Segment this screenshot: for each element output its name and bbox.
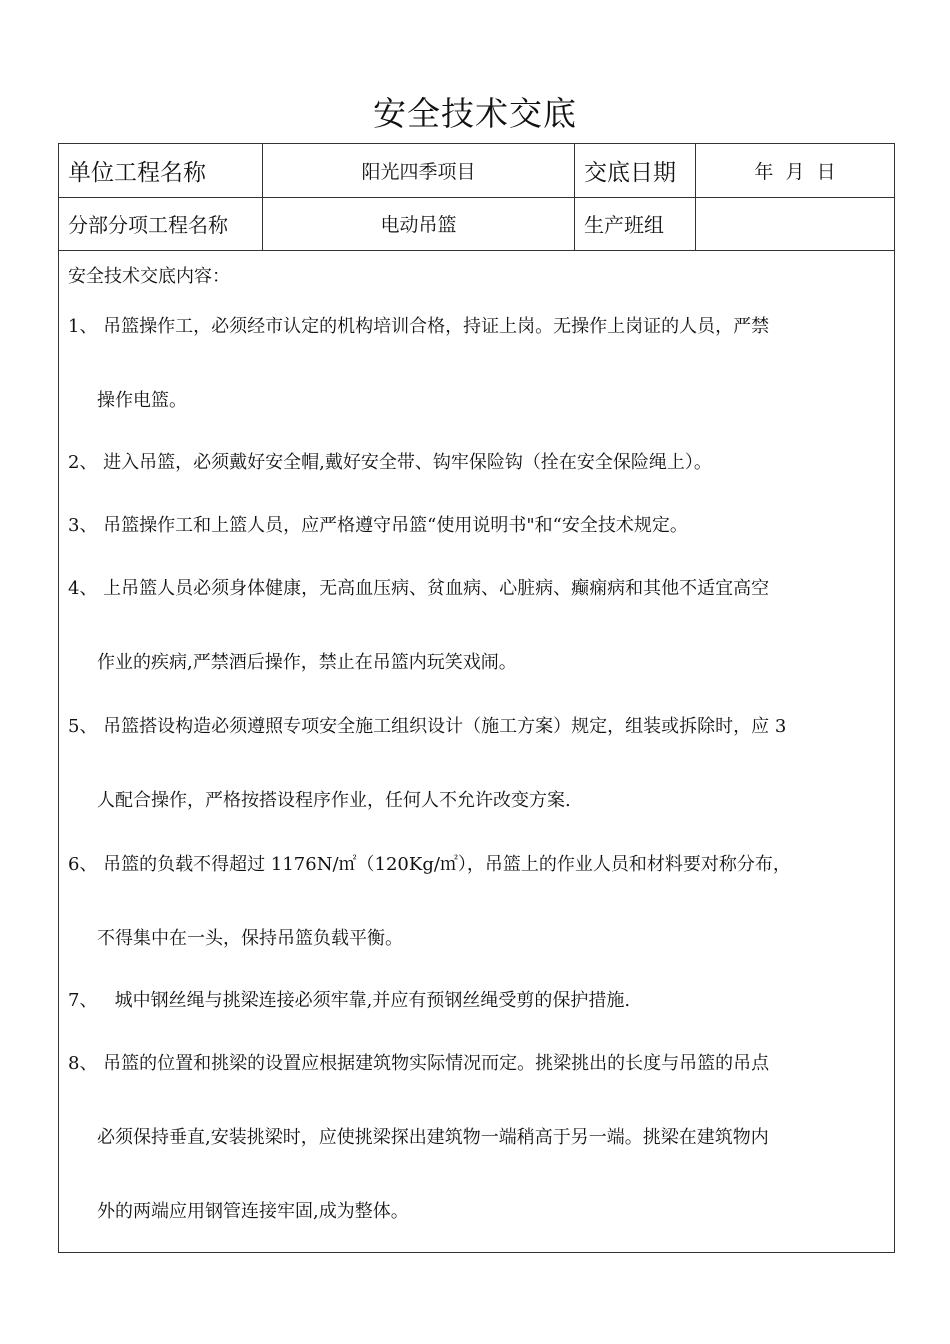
item-8-line-1: 8、 吊篮的位置和挑梁的设置应根据建筑物实际情况而定。挑梁挑出的长度与吊篮的吊点 <box>68 1053 770 1074</box>
item-1-line-2: 操作电篮。 <box>97 390 187 411</box>
unit-project-label: 单位工程名称 <box>68 160 206 186</box>
sub-project-label: 分部分项工程名称 <box>68 213 228 237</box>
briefing-date-value: 年 月 日 <box>754 161 836 183</box>
col-divider-2 <box>574 144 575 250</box>
item-8-line-2: 必须保持垂直,安装挑梁时，应使挑梁探出建筑物一端稍高于另一端。挑梁在建筑物内 <box>97 1127 769 1148</box>
item-6-line-2: 不得集中在一头，保持吊篮负载平衡。 <box>97 928 403 949</box>
document-title: 安全技术交底 <box>373 94 577 133</box>
briefing-date-label: 交底日期 <box>584 160 676 186</box>
item-7-line-1: 7、 城中钢丝绳与挑梁连接必须牢靠,并应有预钢丝绳受剪的保护措施. <box>68 990 631 1011</box>
content-heading: 安全技术交底内容： <box>68 266 230 287</box>
row-divider-2 <box>59 250 894 251</box>
item-6-line-1: 6、 吊篮的负载不得超过 1176N/㎡（120Kg/㎡），吊篮上的作业人员和材料要对称分布， <box>68 854 791 875</box>
item-1-line-1: 1、 吊篮操作工，必须经市认定的机构培训合格，持证上岗。无操作上岗证的人员，严禁 <box>68 316 770 337</box>
safety-briefing-form <box>58 143 895 1253</box>
production-team-value <box>696 197 894 250</box>
item-2-line-1: 2、 进入吊篮，必须戴好安全帽,戴好安全带、钩牢保险钩（拴在安全保险绳上）。 <box>68 452 712 473</box>
unit-project-value: 阳光四季项目 <box>361 161 476 183</box>
item-5-line-2: 人配合操作，严格按搭设程序作业，任何人不允许改变方案. <box>97 790 571 811</box>
production-team-label: 生产班组 <box>584 213 664 237</box>
item-8-line-3: 外的两端应用钢管连接牢固,成为整体。 <box>97 1201 409 1222</box>
item-4-line-1: 4、 上吊篮人员必须身体健康，无高血压病、贫血病、心脏病、癫痫病和其他不适宜高空 <box>68 578 770 599</box>
sub-project-value: 电动吊篮 <box>380 214 457 236</box>
item-4-line-2: 作业的疾病,严禁酒后操作，禁止在吊篮内玩笑戏闹。 <box>97 652 517 673</box>
item-3-line-1: 3、 吊篮操作工和上篮人员，应严格遵守吊篮“使用说明书"和“安全技术规定。 <box>68 515 688 536</box>
item-5-line-1: 5、 吊篮搭设构造必须遵照专项安全施工组织设计（施工方案）规定，组装或拆除时，应 3 <box>68 716 787 737</box>
